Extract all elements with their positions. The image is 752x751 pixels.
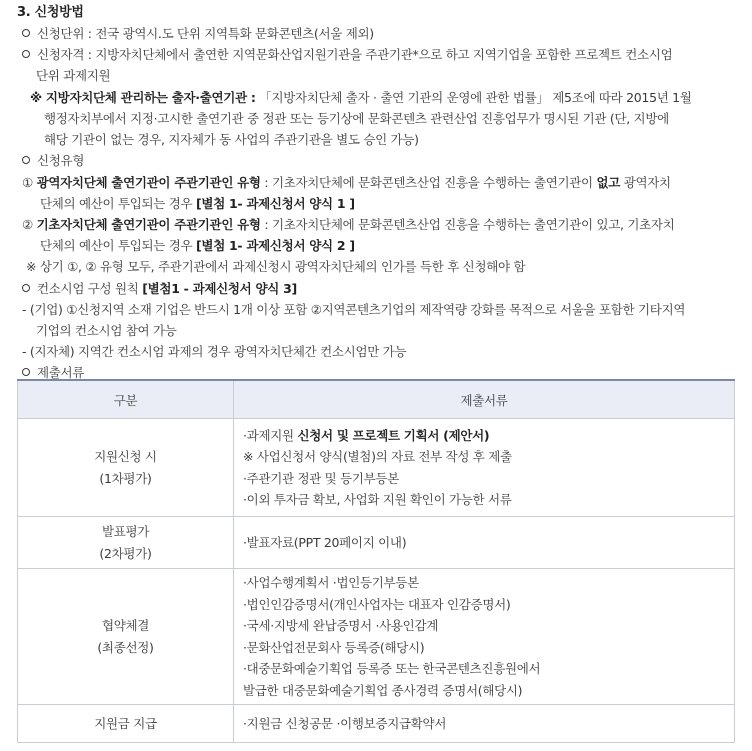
documents-cell — [234, 705, 735, 743]
category-cell: 지원금 지급 — [18, 705, 234, 743]
apply-type-line — [22, 151, 84, 171]
section-heading: 3. 신청방법 — [17, 5, 84, 20]
table-header-row — [18, 380, 735, 419]
line-text: 신청자격 : 지방자치단체에서 출연한 지역문화산업지원기관을 주관기관*으로 하고 지역기업을 포함한 프로젝트 컨소시엄 — [37, 47, 673, 62]
company-rule-line: - (기업) ①신청지역 소재 기업은 반드시 1개 이상 포함 ②지역콘텐츠기업의 제작역량 강화를 목적으로 서울을 포함한 기타지역 — [22, 302, 686, 317]
table-row — [18, 569, 735, 705]
header-documents: 제출서류 — [234, 380, 735, 419]
type-1-line: ① 광역자치단체 출연기관이 주관기관인 유형 : 기초자치단체에 문화콘텐츠산업 진흥을 수행하는 출연기관이 없고 광역자치 — [22, 175, 671, 190]
company-rule-line-cont: 기업의 컨소시엄 참여 가능 — [36, 323, 177, 338]
circle-bullet-icon — [22, 284, 30, 292]
doc-item: ·문화산업전문회사 등록증(해당시) — [243, 639, 425, 655]
doc-item: ※ 사업신청서 양식(별첨)의 자료 전부 작성 후 제출 — [243, 449, 512, 464]
type-2-line: ② 기초자치단체 출연기관이 주관기관인 유형 : 기초자치단체에 문화콘텐츠산업 진흥을 수행하는 출연기관이 있고, 기초자치 — [22, 217, 675, 232]
note-line-cont-2: 해당 기관이 없는 경우, 지자체가 동 사업의 주관기관을 별도 승인 가능) — [44, 132, 419, 147]
doc-item: ·과제지원 신청서 및 프로젝트 기획서 (제안서) — [243, 427, 490, 443]
doc-item: ·발표자료(PPT 20페이지 이내) — [243, 534, 407, 550]
apply-unit-line — [22, 24, 374, 44]
note-line-cont-1: 행정자치부에서 지정·고시한 출연기관 중 정관 또는 등기상에 문화콘텐츠 관련산업 진흥업무가 명시된 기관 (단, 지방에 — [44, 111, 669, 126]
line-text: 제출서류 — [37, 365, 85, 380]
line-text: 신청유형 — [37, 153, 85, 168]
doc-item: ·법인인감증명서(개인사업자는 대표자 인감증명서) — [243, 596, 511, 612]
table-row — [18, 419, 735, 517]
circle-bullet-icon — [22, 29, 30, 37]
line-text: 신청단위 : 전국 광역시.도 단위 지역특화 문화콘텐츠(서울 제외) — [37, 26, 374, 41]
circle-bullet-icon — [22, 50, 30, 58]
documents-cell — [234, 419, 735, 517]
doc-item: ·대중문화예술기획업 등록증 또는 한국콘텐츠진흥원에서 — [243, 661, 541, 676]
eligibility-line — [22, 45, 672, 65]
category-cell: 발표평가 (2차평가) — [18, 517, 234, 569]
doc-item: ·이외 투자금 확보, 사업화 지원 확인이 가능한 서류 — [243, 492, 512, 507]
circle-bullet-icon — [22, 368, 30, 376]
table-row — [18, 705, 735, 743]
note-rest: 「지방자치단체 출자 · 출연 기관의 운영에 관한 법률」 제5조에 따라 2015년 1월 — [255, 90, 692, 105]
consortium-line: 컨소시엄 구성 원칙 [별첨1 - 과제신청서 양식 3] — [22, 279, 297, 299]
doc-item: ·사업수행계획서 ·법인등기부등본 — [243, 575, 419, 590]
eligibility-line-cont: 단위 과제지원 — [36, 68, 111, 83]
note-line — [30, 88, 692, 108]
type-2-line-cont: 단체의 예산이 투입되는 경우 [별첨 1- 과제신청서 양식 2 ] — [40, 238, 355, 253]
local-gov-rule-line: - (지자체) 지역간 컨소시엄 과제의 경우 광역자치단체간 컨소시엄만 가능 — [22, 344, 407, 359]
category-cell: 지원신청 시 (1차평가) — [18, 419, 234, 517]
category-cell: 협약체결 (최종선정) — [18, 569, 234, 705]
table-row — [18, 517, 735, 569]
note-bold: ※ 지방자치단체 관리하는 출자·출연기관 : — [30, 90, 256, 105]
doc-item: ·국세·지방세 완납증명서 ·사용인감계 — [243, 618, 438, 633]
header-category: 구분 — [18, 380, 234, 419]
circle-bullet-icon — [22, 156, 30, 164]
type-1-line-cont: 단체의 예산이 투입되는 경우 [별첨 1- 과제신청서 양식 1 ] — [40, 196, 355, 211]
documents-table — [17, 379, 735, 743]
doc-item: ·지원금 신청공문 ·이행보증지급확약서 — [243, 715, 447, 731]
documents-cell — [234, 569, 735, 705]
doc-item: 발급한 대중문화예술기획업 종사경력 증명서(해당시) — [243, 682, 523, 698]
type-note-line: ※ 상기 ①, ② 유형 모두, 주관기관에서 과제신청시 광역자치단체의 인가를 득한 후 신청해야 함 — [26, 259, 526, 274]
doc-item: ·주관기관 정관 및 등기부등본 — [243, 470, 399, 486]
documents-cell — [234, 517, 735, 569]
